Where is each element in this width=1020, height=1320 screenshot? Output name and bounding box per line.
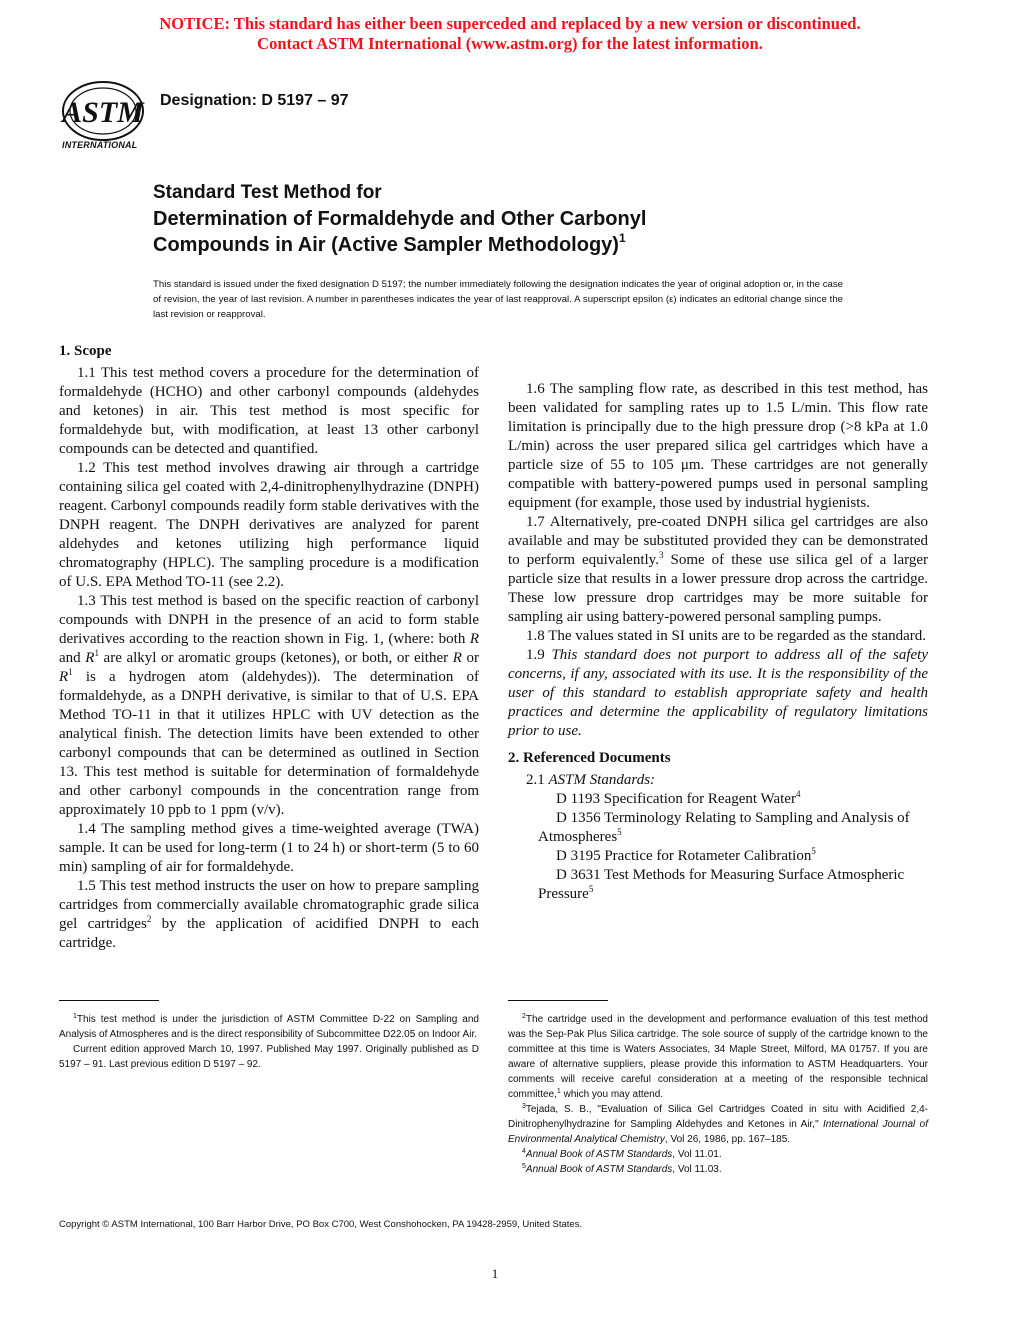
footnote-2 <box>508 1012 928 1102</box>
footnote-2-text-b: which you may attend. <box>560 1089 664 1100</box>
sup-1: 1 <box>68 667 73 677</box>
title-line-2: Determination of Formaldehyde and Other Carbonyl <box>153 208 647 230</box>
footnote-3-journal: International Journal of Environmental Analytical Chemistry <box>508 1119 928 1145</box>
designation: Designation: D 5197 – 97 <box>160 92 349 109</box>
astm-logo-mark <box>60 80 146 142</box>
footnote-4-vol: , Vol 11.01. <box>672 1149 722 1160</box>
para-1-4: 1.4 The sampling method gives a time-weighted average (TWA) sample. It can be used for long-term (1 to 24 h) or short-term (5 to 60 min) sampling of air for formaldehyde. <box>59 821 479 875</box>
footnote-5-book: Annual Book of ASTM Standards <box>525 1164 673 1175</box>
footnotes-left <box>59 1012 479 1072</box>
reference-sup: 5 <box>811 846 816 856</box>
reference-item <box>508 866 928 904</box>
footnote-1-num: 1 <box>73 1013 77 1020</box>
para-1-3-b: and <box>59 650 86 666</box>
copyright: Copyright © ASTM International, 100 Barr Harbor Drive, PO Box C700, West Conshohocken, PA 19428-2959, United States. <box>59 1219 583 1230</box>
para-1-5-b: by the application of acidified DNPH to each cartridge. <box>59 916 479 951</box>
reference-list <box>508 790 928 904</box>
logo-mark-text: ASTM <box>62 96 144 129</box>
footnote-5-num: 5 <box>522 1163 526 1170</box>
notice-line-2: Contact ASTM International (www.astm.org) for the latest information. <box>257 34 763 53</box>
para-1-3-a: 1.3 This test method is based on the specific reaction of carbonyl compounds with DNPH in the presence of an acid to form stable derivatives according to the reaction shown in Fig. 1, (where: both <box>59 593 479 647</box>
para-1-8: 1.8 The values stated in SI units are to be regarded as the standard. <box>526 628 927 644</box>
footnotes-right <box>508 1012 928 1177</box>
para-1-9 <box>508 646 928 741</box>
reference-text: D 1356 Terminology Relating to Sampling and Analysis of Atmospheres <box>538 810 910 845</box>
right-column-content <box>508 342 928 904</box>
para-1-9-num: 1.9 <box>526 647 552 663</box>
para-1-3-c: are alkyl or aromatic groups (ketones), or both, or either <box>98 650 453 666</box>
notice-banner <box>0 14 1020 54</box>
title-line-3 <box>153 232 646 258</box>
var-r1: R <box>85 650 95 666</box>
title-footnote-ref: 1 <box>618 231 626 245</box>
var-r1: R <box>59 669 69 685</box>
footnote-3 <box>508 1102 928 1147</box>
footnote-1b: Current edition approved March 10, 1997. Published May 1997. Originally published as D 5197 – 91. Last previous edition D 5197 – 92. <box>59 1044 479 1070</box>
para-1-7 <box>508 513 928 627</box>
para-1-5-sup: 2 <box>146 914 152 924</box>
var-r: R <box>452 650 462 666</box>
para-1-7-sup: 3 <box>658 550 664 560</box>
footnote-1-text: This test method is under the jurisdiction of ASTM Committee D-22 on Sampling and Analysis of Atmospheres and is the direct responsibility of Subcommittee D22.05 on Indoor Air. <box>59 1014 479 1040</box>
footnote-3-text: Tejada, S. B., "Evaluation of Silica Gel Cartridges Coated in situ with Acidified 2,4-Dinitrophenylhydrazine for Sampling Aldehydes and Ketones in Air," <box>508 1104 928 1130</box>
para-1-6: 1.6 The sampling flow rate, as described in this test method, has been validated for sampling rates up to 1.5 L/min. This flow rate limitation is principally due to the high pressure drop (>8 kPa at 1.0 L/min) across the user prepared silica gel cartridges which have a particle size of 55 to 105 μm. These cartridges are not generally compatible with battery-powered pumps used in personal sampling equipment (for example, those used by industrial hygienists. <box>508 381 928 511</box>
footnote-1 <box>59 1012 479 1042</box>
logo-caption: INTERNATIONAL <box>62 140 138 150</box>
footnote-3-text-b: , Vol 26, 1986, pp. 167–185. <box>664 1134 791 1145</box>
para-1-7-a: 1.7 Alternatively, pre-coated DNPH silica gel cartridges are also available and may be substituted provided they can be demonstrated to perform equivalently. <box>508 514 928 568</box>
footnote-rule-right <box>508 1000 608 1001</box>
footnote-2-sup: 1 <box>556 1088 561 1095</box>
para-1-1: 1.1 This test method covers a procedure for the determination of formaldehyde (HCHO) and other carbonyl compounds (aldehydes and ketones) in air. This test method is most specific for formaldehyde but, with modification, at least 13 other carbonyl compounds can be detected and quantified. <box>59 365 479 457</box>
title-line-3-text: Compounds in Air (Active Sampler Methodology) <box>153 234 619 256</box>
para-1-9-text: This standard does not purport to address all of the safety concerns, if any, associated with its use. It is the responsibility of the user of this standard to establish appropriate safety and health practices and determine the applicability of regulatory limitations prior to use. <box>508 647 929 739</box>
var-r: R <box>469 631 479 647</box>
para-1-5 <box>59 877 479 953</box>
para-1-3 <box>59 592 479 820</box>
footnote-5-vol: , Vol 11.03. <box>672 1164 722 1175</box>
para-1-5-continuation <box>508 342 928 380</box>
para-1-2: 1.2 This test method involves drawing air through a cartridge containing silica gel coated with 2,4-dinitrophenylhydrazine (DNPH) reagent. Carbonyl compounds readily form stable derivatives with the DNPH reagent. The DNPH derivatives are analyzed for parent aldehydes and ketones utilizing high performance liquid chromatography (HPLC). The sampling procedure is a modification of U.S. EPA Method TO-11 (see 2.2). <box>59 460 479 590</box>
footnote-4-book: Annual Book of ASTM Standards <box>525 1149 673 1160</box>
reference-item <box>508 790 928 809</box>
footnote-2-text: The cartridge used in the development and performance evaluation of this test method was the Sep-Pak Plus Silica cartridge. The sole source of supply of the cartridge known to the committee at this time is Waters Associates, 34 Maple Street, Milford, MA 01757. If you are aware of alternative suppliers, please provide this information to ASTM Headquarters. Your comments will receive careful consideration at a meeting of the responsible technical committee, <box>508 1014 928 1100</box>
para-1-3-d: or <box>461 650 479 666</box>
para-1-7-b: Some of these use silica gel of a larger particle size that results in a lower pressure drop across the cartridge. These low pressure drop cartridges may be more suitable for sampling air using battery-powered personal sampling pumps. <box>508 552 928 625</box>
page-number: 1 <box>491 1266 499 1281</box>
left-column <box>59 342 479 962</box>
para-1-5-a: 1.5 This test method instructs the user on how to prepare sampling cartridges from commercially available chromatographic grade silica gel cartridges <box>59 878 479 932</box>
reference-sup: 5 <box>617 827 622 837</box>
footnote-2-num: 2 <box>522 1013 526 1020</box>
reference-text: D 3195 Practice for Rotameter Calibration <box>556 848 812 864</box>
footnote-5 <box>508 1162 928 1177</box>
reference-text: D 1193 Specification for Reagent Water <box>556 791 796 807</box>
section-2-1-title: ASTM Standards: <box>548 772 656 788</box>
footnote-4-num: 4 <box>522 1148 526 1155</box>
reference-sup: 5 <box>588 884 594 894</box>
section-2-1-num: 2.1 <box>526 772 549 788</box>
title-line-1: Standard Test Method for <box>153 182 382 203</box>
footnote-4 <box>508 1147 928 1162</box>
document-title <box>153 180 646 258</box>
reference-item <box>508 809 928 847</box>
reference-text: D 3631 Test Methods for Measuring Surface Atmospheric Pressure <box>538 867 905 902</box>
section-1-heading: 1. Scope <box>59 343 112 359</box>
reference-item <box>508 847 928 866</box>
section-2-heading: 2. Referenced Documents <box>508 750 671 766</box>
sup-1: 1 <box>94 648 99 658</box>
reference-sup: 4 <box>795 789 801 799</box>
para-1-3-e: is a hydrogen atom (aldehydes)). The determination of formaldehyde, as a DNPH derivative, is similar to that of U.S. EPA Method TO-11 in that it utilizes HPLC with UV detection as the analytical finish. The detection limits have been extended to other carbonyl compounds that can be determined as outlined in Section 13. This test method is suitable for determination of formaldehyde and other carbonyl compounds in the concentration range from approximately 10 ppb to 1 ppm (v/v). <box>59 669 479 818</box>
footnote-3-num: 3 <box>522 1103 526 1110</box>
section-2-1 <box>508 771 928 790</box>
notice-line-1: NOTICE: This standard has either been superceded and replaced by a new version or discontinued. <box>159 14 861 33</box>
issue-note: This standard is issued under the fixed designation D 5197; the number immediately following the designation indicates the year of original adoption or, in the case of revision, the year of last revision. A number in parentheses indicates the year of last reapproval. A superscript epsilon (ε) indicates an editorial change since the last revision or reapproval. <box>153 279 843 320</box>
footnote-rule-left <box>59 1000 159 1001</box>
